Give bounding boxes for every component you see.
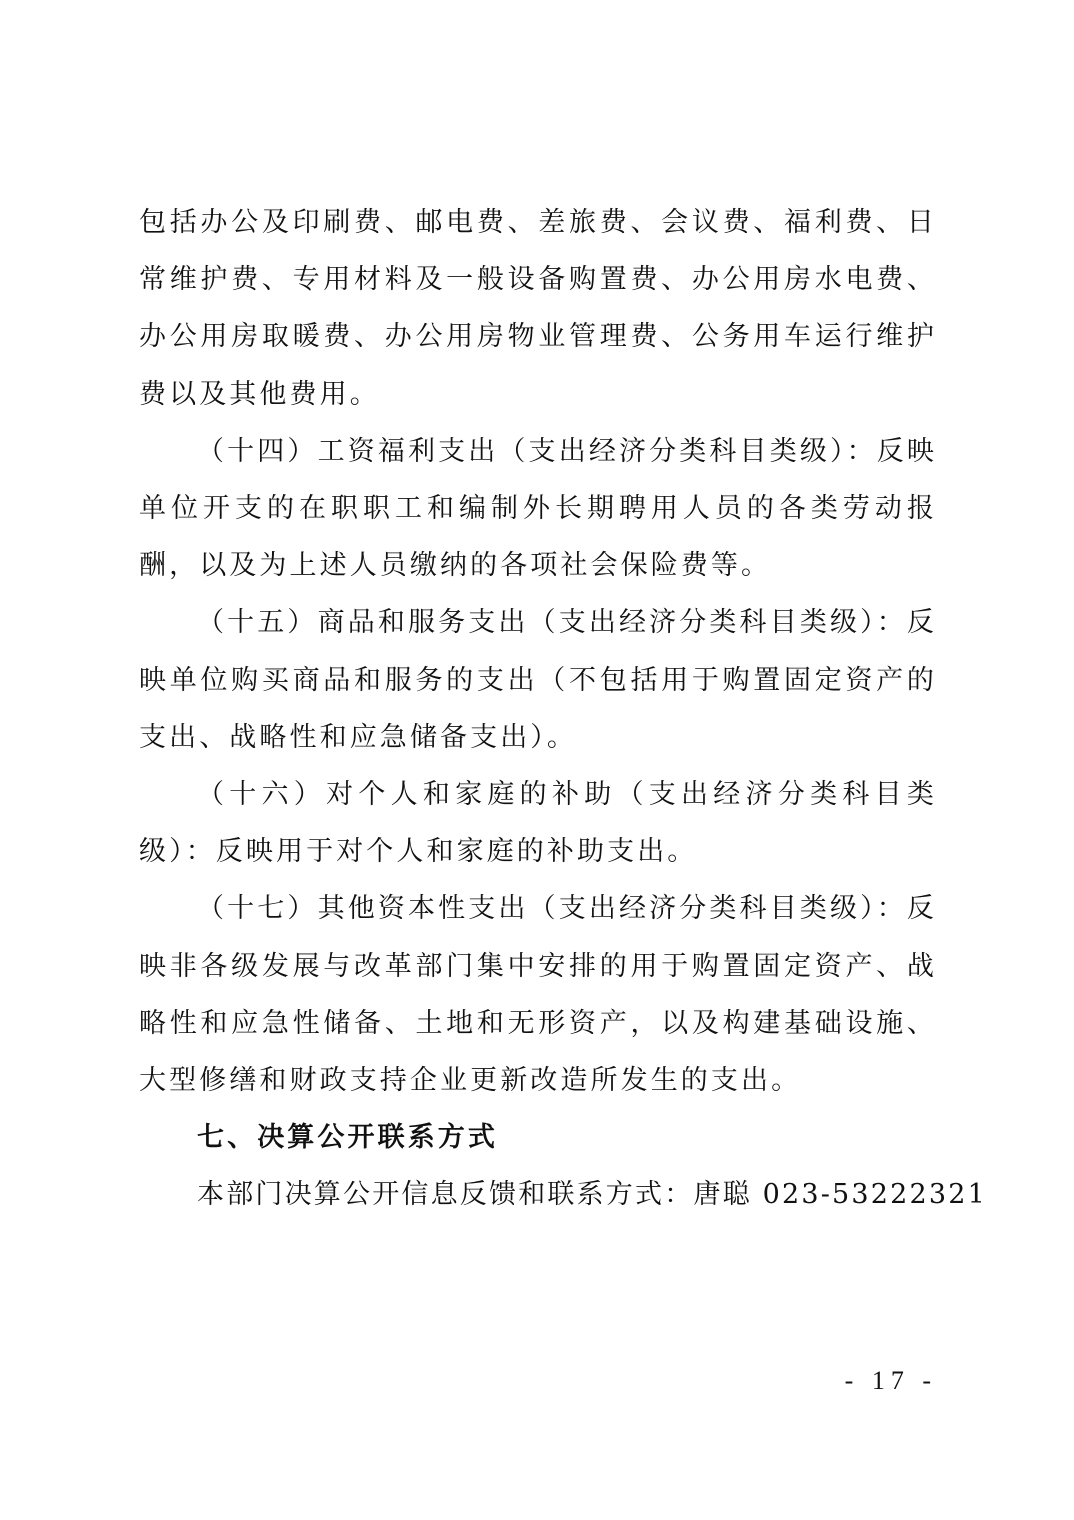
page-body bbox=[139, 194, 988, 1224]
contact-info: 本部门决算公开信息反馈和联系方式：唐聪 023-53222321 bbox=[197, 1179, 988, 1211]
paragraph-other-capital-expenditure: （十七）其他资本性支出（支出经济分类科目类级）：反映非各级发展与改革部门集中安排的用于购置固定资产、战略性和应急性储备、土地和无形资产，以及构建基础设施、大型修缮和财政支持企业更新改造所发生的支出。 bbox=[139, 893, 937, 1097]
paragraph-salary-welfare-expenditure: （十四）工资福利支出（支出经济分类科目类级）：反映单位开支的在职职工和编制外长期聘用人员的各类劳动报酬，以及为上述人员缴纳的各项社会保险费等。 bbox=[139, 435, 937, 582]
paragraph-goods-services-expenditure: （十五）商品和服务支出（支出经济分类科目类级）：反映单位购买商品和服务的支出（不包括用于购置固定资产的支出、战略性和应急储备支出）。 bbox=[139, 607, 937, 753]
paragraph-household-subsidy: （十六）对个人和家庭的补助（支出经济分类科目类级）：反映用于对个人和家庭的补助支出。 bbox=[139, 779, 937, 868]
page-number: - 17 - bbox=[844, 1366, 937, 1395]
paragraph-expense-list-continued: 包括办公及印刷费、邮电费、差旅费、会议费、福利费、日常维护费、专用材料及一般设备购置费、办公用房水电费、办公用房取暖费、办公用房物业管理费、公务用车运行维护费以及其他费用。 bbox=[139, 207, 937, 410]
section-heading-contact: 七、决算公开联系方式 bbox=[197, 1122, 498, 1154]
